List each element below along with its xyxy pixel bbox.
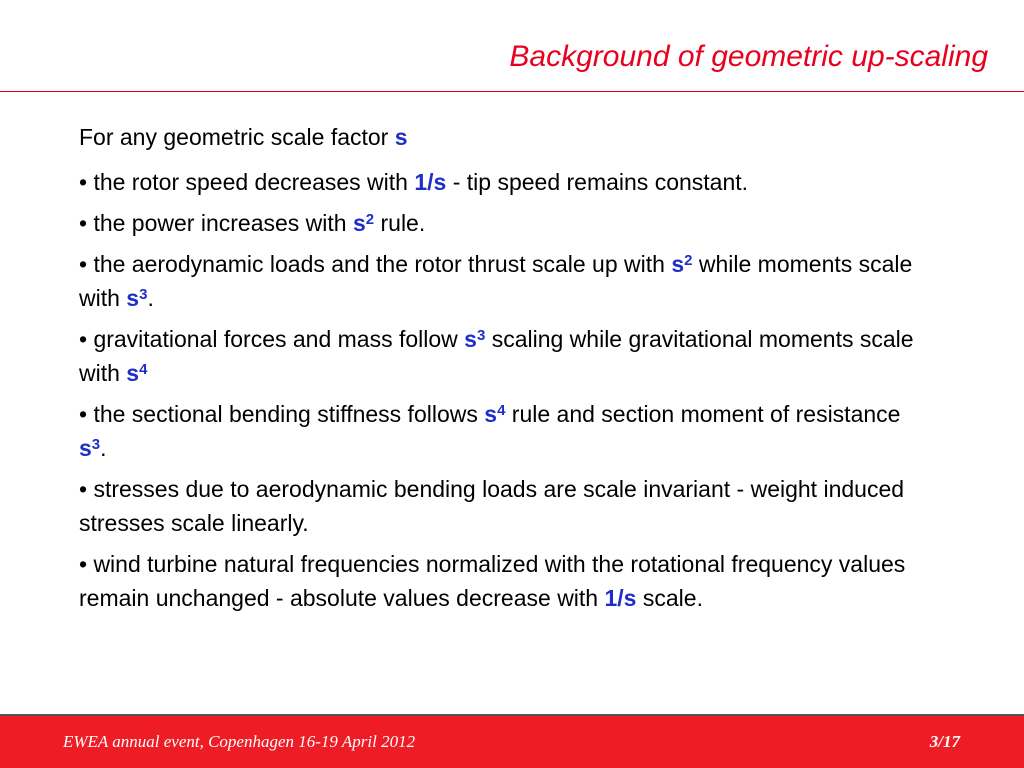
page-number: 3/17 xyxy=(929,732,960,751)
bullet-text: • the sectional bending stiffness follows xyxy=(79,401,485,427)
symbol-base: s xyxy=(484,401,498,427)
bullet-text: • the rotor speed decreases with xyxy=(79,169,415,195)
scale-symbol xyxy=(464,326,485,352)
scale-symbol xyxy=(79,435,100,461)
bullet-stresses xyxy=(79,472,929,540)
bullet-gravitational-forces xyxy=(79,322,929,390)
intro-line xyxy=(79,120,929,154)
bullet-natural-frequencies xyxy=(79,547,929,615)
symbol-exponent: 4 xyxy=(139,361,148,378)
scale-symbol: 1/s xyxy=(604,585,637,611)
scale-symbol xyxy=(353,210,374,236)
symbol-exponent: 3 xyxy=(91,436,101,453)
bullet-text: rule and section moment of resistance xyxy=(505,401,901,427)
footer-bar xyxy=(0,714,1024,768)
symbol-exponent: 2 xyxy=(684,252,693,269)
bullet-text: • stresses due to aerodynamic bending loads are scale invariant - weight induced stresses scale linearly. xyxy=(79,476,905,536)
bullet-list xyxy=(79,165,929,615)
bullet-bending-stiffness xyxy=(79,397,929,465)
title-divider xyxy=(0,91,1024,92)
bullet-text: - tip speed remains constant. xyxy=(446,169,749,195)
bullet-aerodynamic-loads xyxy=(79,247,929,315)
bullet-text: • wind turbine natural frequencies normalized with the rotational frequency values remain unchanged - absolute values decrease with xyxy=(79,551,906,611)
symbol-base: s xyxy=(126,285,140,311)
scale-symbol xyxy=(126,285,147,311)
scale-symbol xyxy=(484,401,505,427)
symbol-base: s xyxy=(126,360,140,386)
scale-symbol xyxy=(671,251,692,277)
bullet-text: • the power increases with xyxy=(79,210,353,236)
symbol-exponent: 4 xyxy=(497,402,506,419)
symbol-exponent: 3 xyxy=(476,327,486,344)
symbol-base: s xyxy=(79,435,92,461)
slide-body xyxy=(79,120,929,622)
intro-text: For any geometric scale factor xyxy=(79,124,395,150)
scale-symbol xyxy=(126,360,147,386)
bullet-text: • the aerodynamic loads and the rotor thrust scale up with xyxy=(79,251,672,277)
symbol-base: s xyxy=(464,326,477,352)
bullet-text: • gravitational forces and mass follow xyxy=(79,326,465,352)
symbol-exponent: 3 xyxy=(139,286,148,303)
bullet-text: . xyxy=(100,435,107,461)
scale-symbol: s xyxy=(394,124,408,150)
symbol-exponent: 2 xyxy=(365,211,375,228)
bullet-text: scale. xyxy=(636,585,703,611)
slide-title: Background of geometric up-scaling xyxy=(509,40,988,73)
bullet-rotor-speed xyxy=(79,165,929,199)
bullet-text: . xyxy=(147,285,154,311)
symbol-base: s xyxy=(671,251,685,277)
bullet-text: scaling while gravitational moments scale with xyxy=(79,326,914,386)
bullet-text: rule. xyxy=(374,210,426,236)
symbol-base: s xyxy=(352,210,366,236)
footer-event: EWEA annual event, Copenhagen 16-19 April 2012 xyxy=(63,732,416,751)
scale-symbol: 1/s xyxy=(414,169,447,195)
bullet-power xyxy=(79,206,929,240)
bullet-text: while moments scale with xyxy=(79,251,913,311)
